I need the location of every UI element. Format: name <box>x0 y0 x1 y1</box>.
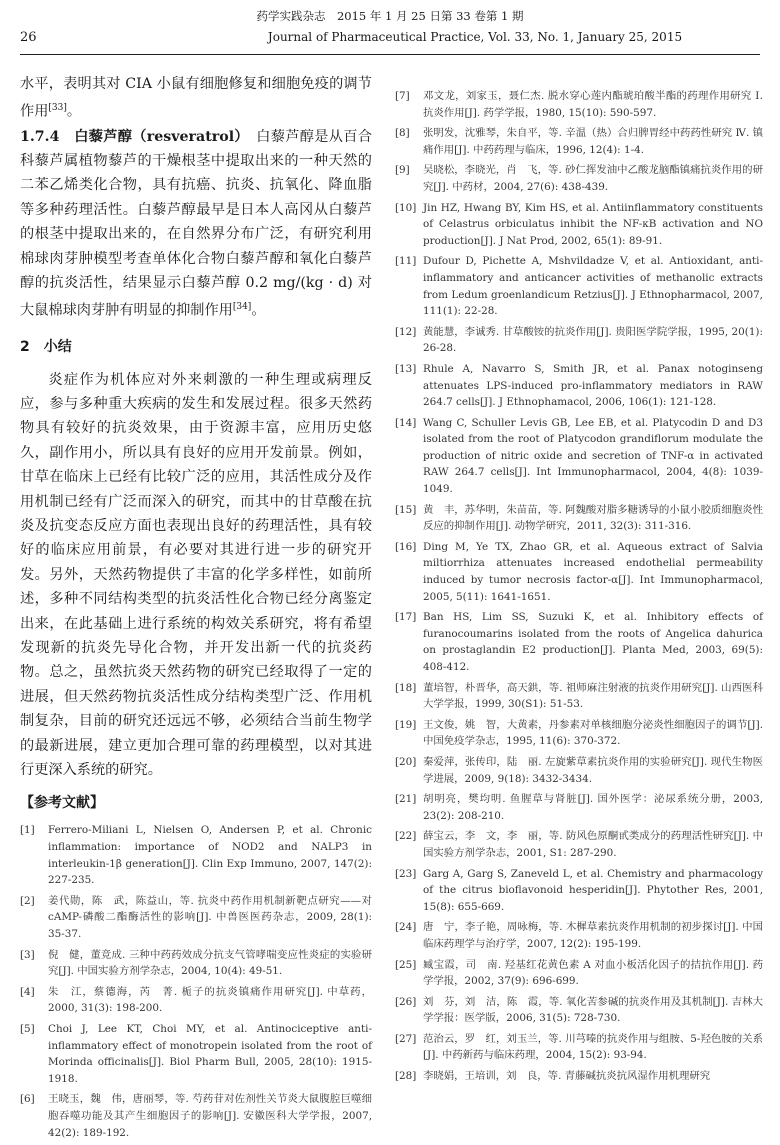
reference-text: 李晓娟，王培训，刘 良，等. 青藤碱抗炎抗风湿作用机理研究 <box>423 1070 711 1083</box>
reference-number: [1] <box>20 824 35 837</box>
paragraph-end: 。 <box>66 104 82 121</box>
reference-text: 王晓玉，魏 伟，唐丽琴，等. 芍药苷对佐剂性关节炎大鼠腹腔巨噬细胞吞噬功能及其产生细胞因子的影响[J]. 安徽医科大学学报，2007, 42(2): 189-192. <box>48 1093 372 1139</box>
reference-item <box>395 253 763 319</box>
reference-number: [22] <box>395 830 417 843</box>
reference-item <box>395 609 763 675</box>
reference-item <box>395 866 763 916</box>
reference-text: Wang C, Schuller Levis GB, Lee EB, et al. Platycodin D and D3 isolated from the root of Platycodon grandiflorum modulate the production of nitric oxide and secretion of TNF-α in activated RAW 264.7 cells[J]. Int Immunopharmacol, 2004, 4(8): 1039-1049. <box>423 416 763 496</box>
paragraph-continuation <box>20 72 372 125</box>
reference-text: Choi J, Lee KT, Choi MY, et al. Antinociceptive anti-inflammatory effect of monotropein isolated from the root of Morinda officinalis[J]. Biol Pharm Bull, 2005, 28(10): 1915-1918. <box>48 1022 372 1085</box>
reference-number: [11] <box>395 255 417 268</box>
reference-item <box>395 200 763 250</box>
reference-text: Jin HZ, Hwang BY, Kim HS, et al. Antiinflammatory constituents of Celastrus orbiculatus inhibit the NF-κB activation and NO production[J]. J Nat Prod, 2002, 65(1): 89-91. <box>423 201 763 247</box>
section-1-7-4 <box>20 125 372 324</box>
section-heading-summary: 2 小结 <box>20 338 72 355</box>
reference-item <box>395 791 763 824</box>
reference-number: [14] <box>395 416 417 429</box>
reference-item <box>20 822 372 888</box>
right-column <box>395 88 763 1089</box>
citation: [34] <box>232 302 252 313</box>
journal-title-en: Journal of Pharmaceutical Practice, Vol. 33, No. 1, January 25, 2015 <box>267 30 683 44</box>
paragraph-end: 。 <box>251 303 266 320</box>
reference-text: 黄 丰，苏华明，朱苗苗，等. 阿魏酸对脂多糖诱导的小鼠小胶质细胞炎性反应的抑制作用[J]. 动物学研究，2011, 32(3): 311-316. <box>423 503 763 533</box>
reference-number: [23] <box>395 867 417 880</box>
reference-item <box>395 162 763 195</box>
reference-number: [4] <box>20 985 35 998</box>
reference-item <box>395 1068 763 1085</box>
paragraph-text: 水平，表明其对 CIA 小鼠有细胞修复和细胞免疫的调节作用 <box>20 76 372 121</box>
reference-number: [2] <box>20 894 35 907</box>
reference-number: [20] <box>395 755 417 768</box>
citation: [33] <box>48 103 67 114</box>
reference-number: [28] <box>395 1070 417 1083</box>
reference-item <box>395 717 763 750</box>
reference-number: [16] <box>395 540 417 553</box>
reference-item <box>20 1091 372 1141</box>
reference-number: [18] <box>395 681 417 694</box>
reference-number: [27] <box>395 1032 417 1045</box>
reference-text: 姜代勋，陈 武，陈益山，等. 抗炎中药作用机制新靶点研究——对 cAMP-磷酸二酯酶活性的影响[J]. 中兽医医药杂志，2009, 28(1): 35-37. <box>48 894 372 940</box>
reference-item <box>395 324 763 357</box>
reference-text: 倪 健，董竞成. 三种中药药效成分抗支气管哮喘变应性炎症的实验研究[J]. 中国实验方剂学杂志，2004, 10(4): 49-51. <box>48 948 372 978</box>
reference-text: 邓文龙，刘家玉，聂仁杰. 脱水穿心莲内酯琥珀酸半酯的药理作用研究 Ⅰ. 抗炎作用[J]. 药学学报，1980, 15(10): 590-597. <box>423 90 763 119</box>
reference-text: Ban HS, Lim SS, Suzuki K, et al. Inhibitory effects of furanocoumarins isolated from the roots of Angelica dahurica on prostaglandin E2 production[J]. Planta Med, 2003, 69(5): 408-412. <box>423 611 763 673</box>
reference-number: [9] <box>395 164 410 177</box>
running-header <box>20 0 760 72</box>
reference-text: 张明发，沈雅琴，朱自平，等. 辛温（热）合归脾胃经中药药性研究 Ⅳ. 镇痛作用[J]. 中药药理与临床，1996, 12(4): 1-4. <box>423 127 763 156</box>
reference-number: [10] <box>395 201 417 214</box>
reference-number: [21] <box>395 793 417 806</box>
reference-item <box>395 957 763 990</box>
reference-number: [12] <box>395 325 417 338</box>
reference-text: 秦爱萍，张传印，陆 丽. 左旋紫草素抗炎作用的实验研究[J]. 现代生物医学进展，2009, 9(18): 3432-3434. <box>423 755 763 785</box>
reference-text: Garg A, Garg S, Zaneveld L, et al. Chemistry and pharmacology of the citrus bioflavonoid hesperidin[J]. Phytother Res, 2001, 15(8): 655-669. <box>423 867 763 913</box>
reference-text: Rhule A, Navarro S, Smith JR, et al. Panax notoginseng attenuates LPS-induced pro-inflammatory mediators in RAW 264.7 cells[J]. J Ethnophamacol, 2006, 106(1): 121-128. <box>423 362 763 409</box>
page-number: 26 <box>20 30 37 45</box>
reference-text: Ding M, Ye TX, Zhao GR, et al. Aqueous extract of Salvia miltiorrhiza attenuates increased endothelial permeability induced by tumor necrosis factor-α[J]. Int Immunopharmacol, 2005, 5(11): 1641-1651. <box>423 540 763 603</box>
header-rule <box>20 54 760 55</box>
reference-item <box>20 984 372 1017</box>
reference-item <box>395 415 763 498</box>
reference-text: 王文俊，姚 智，大黄素，丹参素对单核细胞分泌炎性细胞因子的调节[J]. 中国免疫学杂志，1995, 11(6): 370-372. <box>423 718 763 748</box>
reference-number: [26] <box>395 995 417 1008</box>
reference-list-left <box>20 822 372 1141</box>
reference-text: 范治云，罗 红，刘玉兰，等. 川芎嗪的抗炎作用与组胺、5-羟色胺的关系[J]. 中药新药与临床药理，2004, 15(2): 93-94. <box>423 1032 763 1062</box>
reference-number: [13] <box>395 362 417 375</box>
reference-number: [5] <box>20 1022 35 1035</box>
reference-number: [8] <box>395 127 410 140</box>
reference-text: 吴晓松，李晓光，肖 飞，等. 砂仁挥发油中乙酸龙脑酯镇痛抗炎作用的研究[J]. 中药材，2004, 27(6): 438-439. <box>423 164 763 193</box>
reference-number: [6] <box>20 1093 35 1106</box>
reference-text: 董培智，朴晋华，高天鉷，等. 祖师麻注射液的抗炎作用研究[J]. 山西医科大学学报，1999, 30(S1): 51-53. <box>423 681 763 711</box>
left-column <box>20 72 372 1145</box>
reference-number: [7] <box>395 90 410 102</box>
reference-number: [15] <box>395 503 417 516</box>
reference-text: 臧宝霞，司 南. 羟基红花黄色素 A 对血小板活化因子的拮抗作用[J]. 药学学报，2002, 37(9): 696-699. <box>423 958 763 988</box>
summary-paragraph: 炎症作为机体应对外来刺激的一种生理或病理反应，参与多种重大疾病的发生和发展过程。很多天然药物具有较好的抗炎效果，由于资源丰富，应用历史悠久，副作用小，所以具有良好的应用开发前景。例如，甘草在临床上已经有比较广泛的应用，其活性成分及作用机制已经有广泛而深入的研究，而其中的甘草酸在抗炎及抗变态反应方面也表现出良好的药理活性，具有较好的临床应用前景，有必要对其进行进一步的研究开发。另外，天然药物提供了丰富的化学多样性，如前所述，多种不同结构类型的抗炎活性化合物已经分离鉴定出来，在此基础上进行系统的构效关系研究，将有希望发现新的抗炎先导化合物，并开发出新一代的抗炎药物。总之，虽然抗炎天然药物的研究已经取得了一定的进展，但天然药物抗炎活性成分结构类型广泛、作用机制复杂，目前的研究还远远不够，必须结合当前生物学的最新进展，建立更加合理可靠的药理模型，以对其进行更深入系统的研究。 <box>20 371 372 779</box>
reference-item <box>395 88 763 121</box>
reference-text: 刘 芬，刘 洁，陈 霞，等. 氧化苦参碱的抗炎作用及其机制[J]. 吉林大学学报：医学版，2006, 31(5): 728-730. <box>423 995 763 1025</box>
reference-text: 薛宝云，李 文，李 丽，等. 防风色原酮甙类成分的药理活性研究[J]. 中国实验方剂学杂志，2001, S1: 287-290. <box>423 830 763 859</box>
reference-text: 唐 宁，李子艳，周咏梅，等. 木樨草素抗炎作用机制的初步探讨[J]. 中国临床药理学与治疗学，2007, 12(2): 195-199. <box>423 921 763 950</box>
reference-text: Dufour D, Pichette A, Mshvildadze V, et al. Antioxidant, anti-inflammatory and anticancer activities of methanolic extracts from Ledum groenlandicum Retzius[J]. J Ethnopharmacol, 2007, 111(1): 22-28. <box>423 255 763 318</box>
reference-item <box>395 125 763 158</box>
reference-number: [24] <box>395 921 417 934</box>
reference-text: 胡明亮，樊均明. 鱼腥草与肾脏[J]. 国外医学：泌尿系统分册，2003, 23(2): 208-210. <box>423 793 763 822</box>
reference-text: Ferrero-Miliani L, Nielsen O, Andersen P, et al. Chronic inflammation: importance of NOD2 and NALP3 in interleukin-1β generation[J]. Clin Exp Immuno, 2007, 147(2): 227-235. <box>48 824 372 887</box>
reference-item <box>395 539 763 605</box>
reference-item <box>395 361 763 411</box>
subsection-title: 1.7.4 白藜芦醇（resveratrol） <box>20 128 242 145</box>
reference-item <box>395 754 763 787</box>
reference-text: 黄能慧，李诚秀. 甘草酸铵的抗炎作用[J]. 贵阳医学院学报，1995, 20(1): 26-28. <box>423 325 763 355</box>
subsection-body: 白藜芦醇是从百合科藜芦属植物藜芦的干燥根茎中提取出来的一种天然的二苯乙烯类化合物，具有抗癌、抗炎、抗氧化、降血脂等多种药理活性。白藜芦醇最早是日本人高冈从白藜芦的根茎中提取出来的，在自然界分布广泛，有研究利用棉球肉芽肿模型考查单体化合物白藜芦醇和氧化白藜芦醇的抗炎活性，结果显示白藜芦醇 0.2 mg/(kg · d) 对大鼠棉球肉芽肿有明显的抑制作用 <box>20 128 372 320</box>
reference-number: [19] <box>395 718 417 731</box>
reference-item <box>20 893 372 943</box>
reference-number: [17] <box>395 611 417 624</box>
reference-item <box>395 994 763 1027</box>
reference-item <box>395 919 763 952</box>
reference-item <box>395 502 763 535</box>
reference-list-right <box>395 88 763 1085</box>
reference-item <box>20 947 372 980</box>
journal-title-cn: 药学实践杂志 2015 年 1 月 25 日第 33 卷第 1 期 <box>256 9 524 23</box>
reference-item <box>395 828 763 861</box>
reference-text: 朱 江，蔡德海，芮 菁. 栀子的抗炎镇痛作用研究[J]. 中草药，2000, 31(3): 198-200. <box>48 985 372 1015</box>
references-heading: 【参考文献】 <box>20 795 104 812</box>
reference-number: [25] <box>395 958 417 971</box>
reference-item <box>20 1021 372 1087</box>
reference-number: [3] <box>20 948 35 961</box>
reference-item <box>395 680 763 713</box>
reference-item <box>395 1031 763 1064</box>
